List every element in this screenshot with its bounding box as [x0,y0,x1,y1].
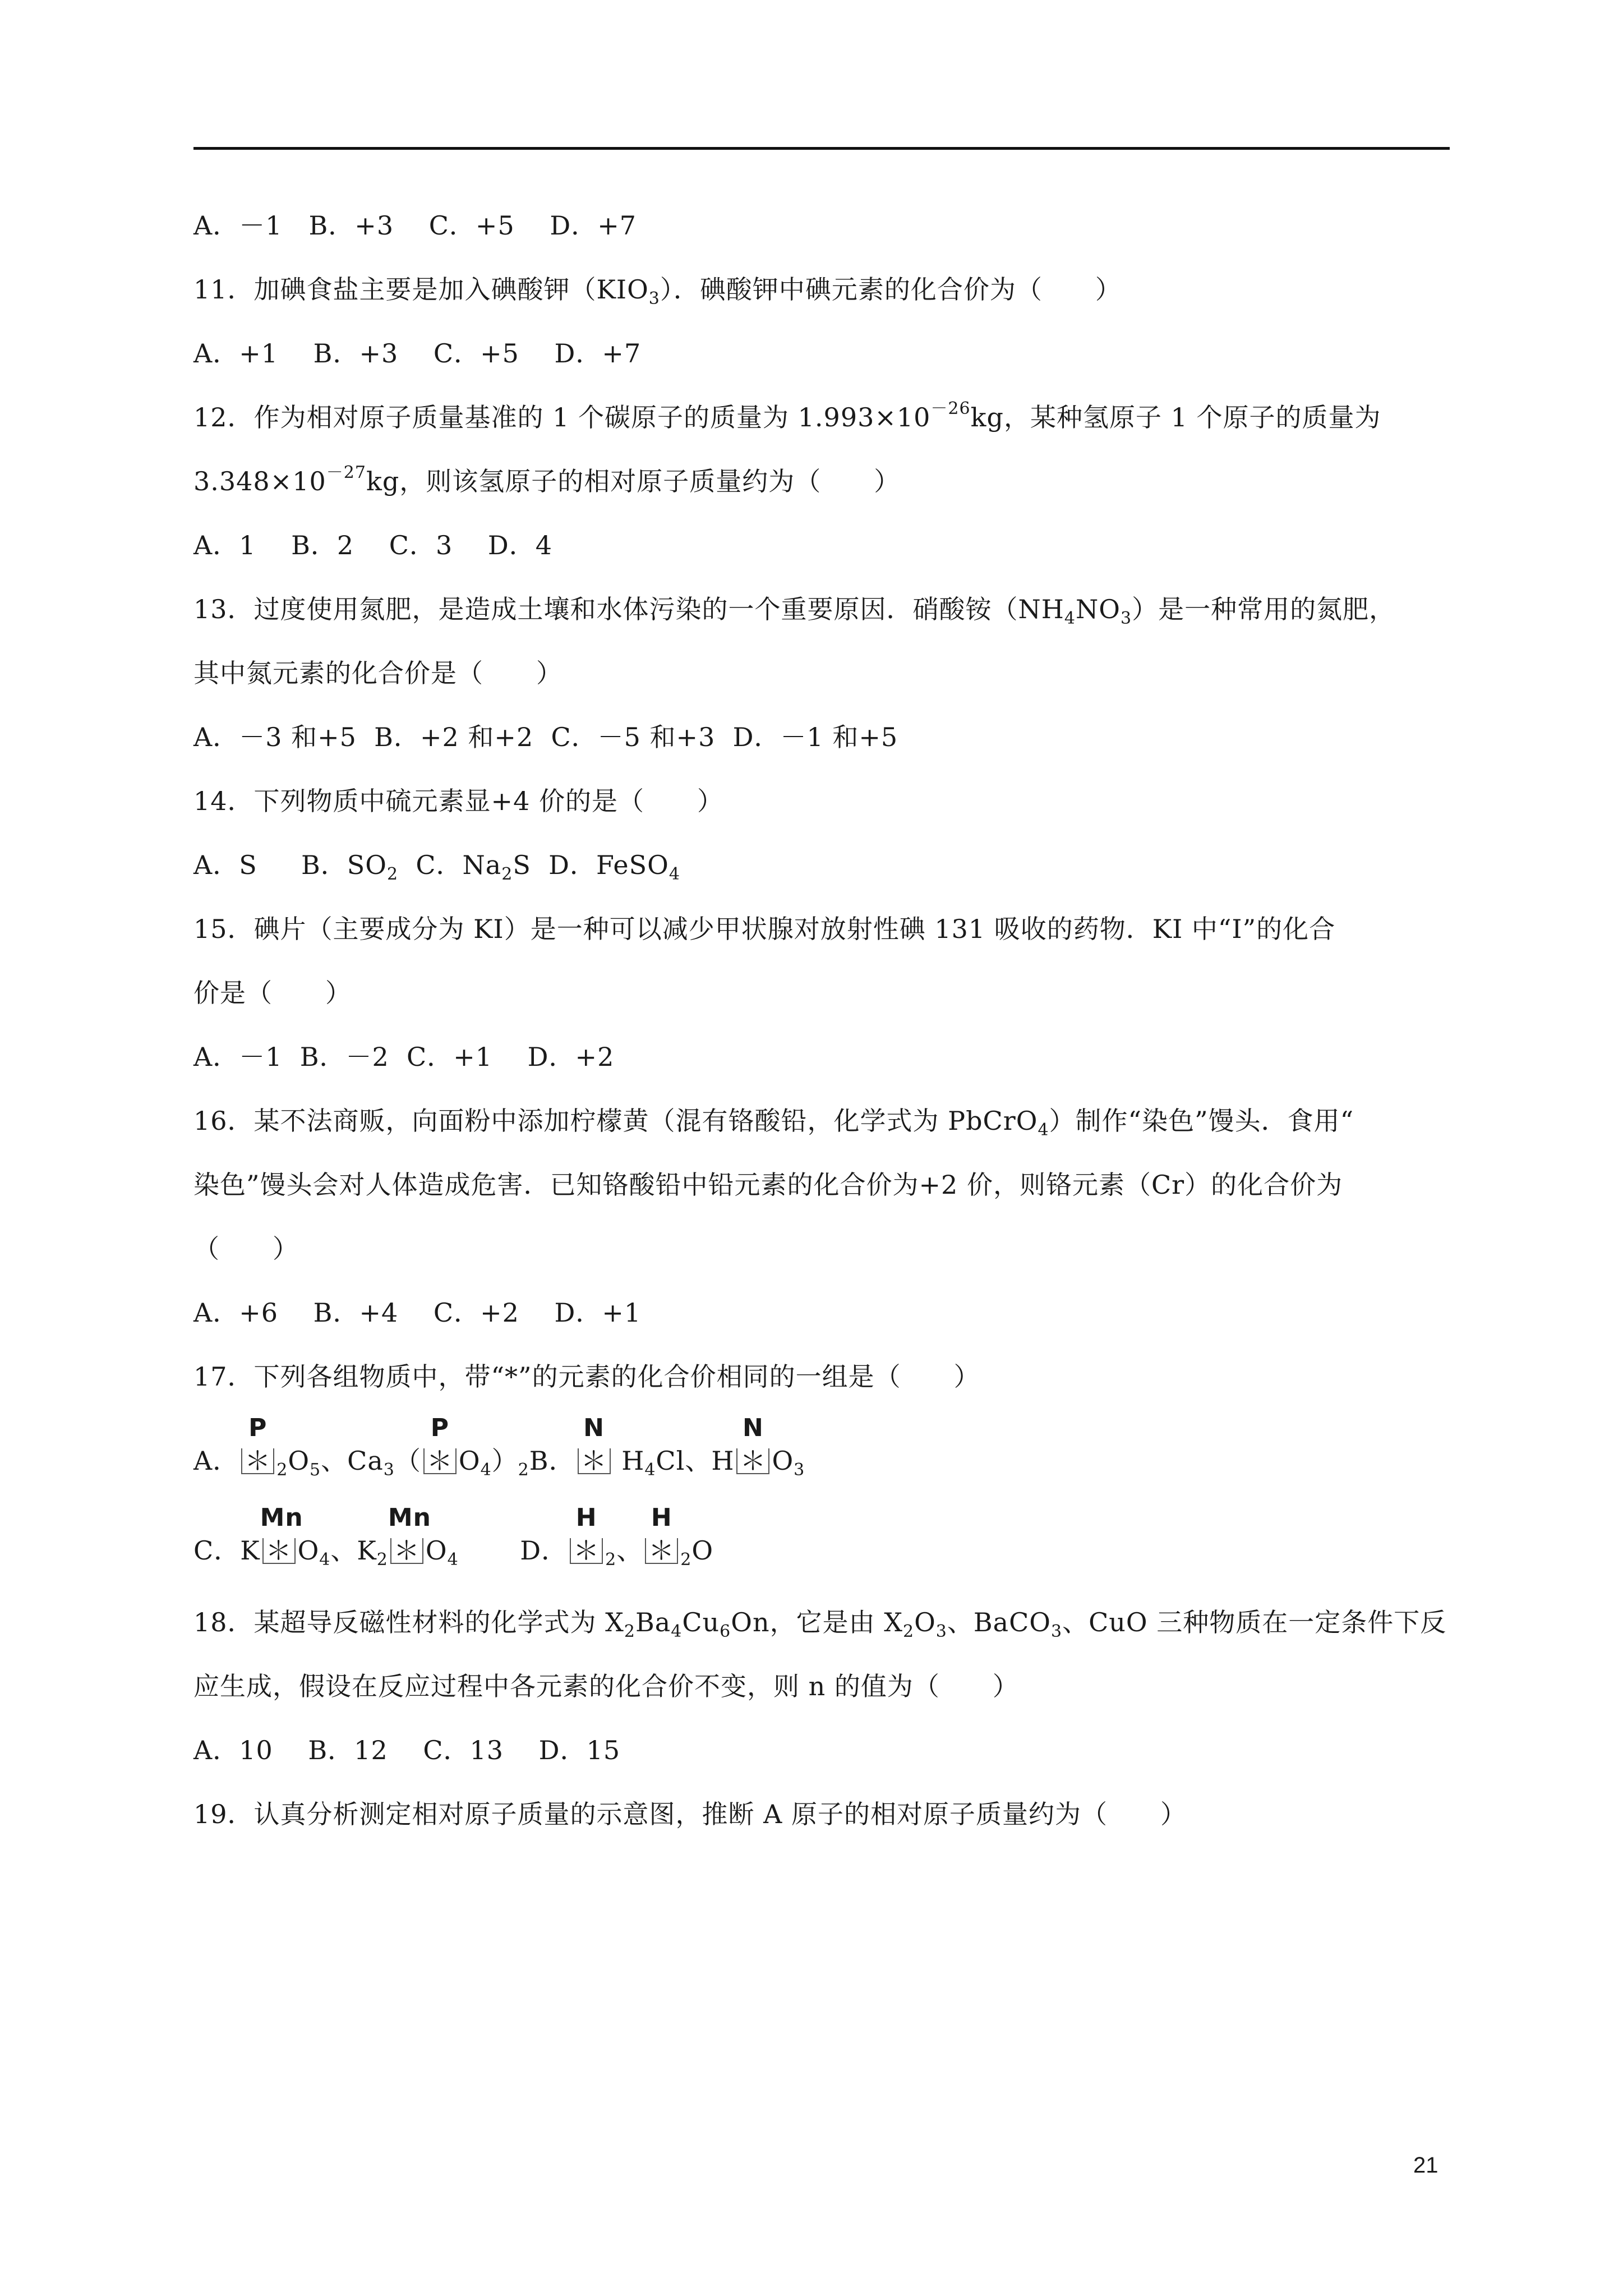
q17-c-element2: Mn ＊ [388,1503,431,1566]
q17-text: 17．下列各组物质中，带“*”的元素的化合价相同的一组是（ ） [193,1361,980,1392]
q13-options: A．－3 和+5 B．+2 和+2 C．－5 和+3 D．－1 和+5 [193,722,898,752]
q16-options: A．+6 B．+4 C．+2 D．+1 [193,1297,642,1328]
q18-text-line1: 18．某超导反磁性材料的化学式为 $X_2Ba_4Cu_6On$，它是由 $X_2O_3$、BaCO$_3$、CuO 三种物质在一定条件下反 [193,1607,1447,1641]
q17-a-element2: P ＊ [421,1444,459,1478]
q17-d-element2: H ＊ [643,1534,680,1567]
q12-text-line1: 12．作为相对原子质量基准的 1 个碳原子的质量为 $1.993\times 10^{-26}kg$，某种氢原子 1 个原子的质量为 [193,399,1381,432]
q18-options: A．10 B．12 C．13 D．15 [193,1735,621,1765]
q17-options-ab: A． P ＊ $_2O_5$、$Ca_3$（ P ＊ $O_4)_2B$． N ＊ $H_4Cl$、H N ＊ $O_3$ [193,1414,805,1480]
q17-options-cd: C．K Mn ＊ $O_4$、$K_2$ Mn ＊ $O_4$ D． H ＊ $_2$、 H ＊ $_2$O [193,1503,714,1570]
q17-d-element1: H ＊ [568,1534,605,1567]
q11-options: A．+1 B．+3 C．+5 D．+7 [193,338,642,369]
q14-text: 14．下列物质中硫元素显+4 价的是（ ） [193,786,723,816]
q15-text-line1: 15．碘片（主要成分为 KI）是一种可以减少甲状腺对放射性碘 131 吸收的药物．KI 中“I”的化合 [193,914,1336,944]
q17-b-element1: N ＊ [575,1444,613,1478]
q17-a-element1: P ＊ [239,1444,276,1478]
q16-text-line3: （ ） [193,1234,299,1264]
q14-options: A．S B．$SO_2$ C．$Na_2S$ D．FeSO$_4$ [193,850,680,884]
header-rule [193,147,1450,150]
q16-text-line2: 染色”馒头会对人体造成危害．已知铬酸铅中铅元素的化合价为+2 价，则铬元素（Cr）的化合价为 [193,1170,1343,1200]
q17-c-element1: Mn ＊ [260,1503,303,1566]
q12-text-line2: $3.348\times 10^{-27}kg$，则该氢原子的相对原子质量约为（ ） [193,463,901,496]
q18-text-line2: 应生成，假设在反应过程中各元素的化合价不变，则 n 的值为（ ） [193,1671,1019,1701]
q12-options: A．1 B．2 C．3 D．4 [193,530,553,560]
q19-text: 19．认真分析测定相对原子质量的示意图，推断 A 原子的相对原子质量约为（ ） [193,1799,1187,1829]
q11-text: 11．加碘食盐主要是加入碘酸钾$(KIO_3)$．碘酸钾中碘元素的化合价为（ ） [193,274,1122,309]
q13-text-line2: 其中氮元素的化合价是（ ） [193,658,562,688]
page-number: 21 [1413,2153,1438,2178]
q16-text-line1: 16．某不法商贩，向面粉中添加柠檬黄（混有铬酸铅，化学式为 PbCrO$_4$）制作“染色”馒头．食用“ [193,1106,1354,1140]
q15-options: A．－1 B．－2 C．+1 D．+2 [193,1042,615,1072]
q17-b-element2: N ＊ [734,1444,772,1478]
q13-text-line1: 13．过度使用氮肥，是造成土壤和水体污染的一个重要原因．硝酸铵$(NH_4NO_3)$是一种常用的氮肥， [193,594,1396,628]
q10-options: A．－1 B．+3 C．+5 D．+7 [193,210,637,241]
q15-text-line2: 价是（ ） [193,978,352,1008]
